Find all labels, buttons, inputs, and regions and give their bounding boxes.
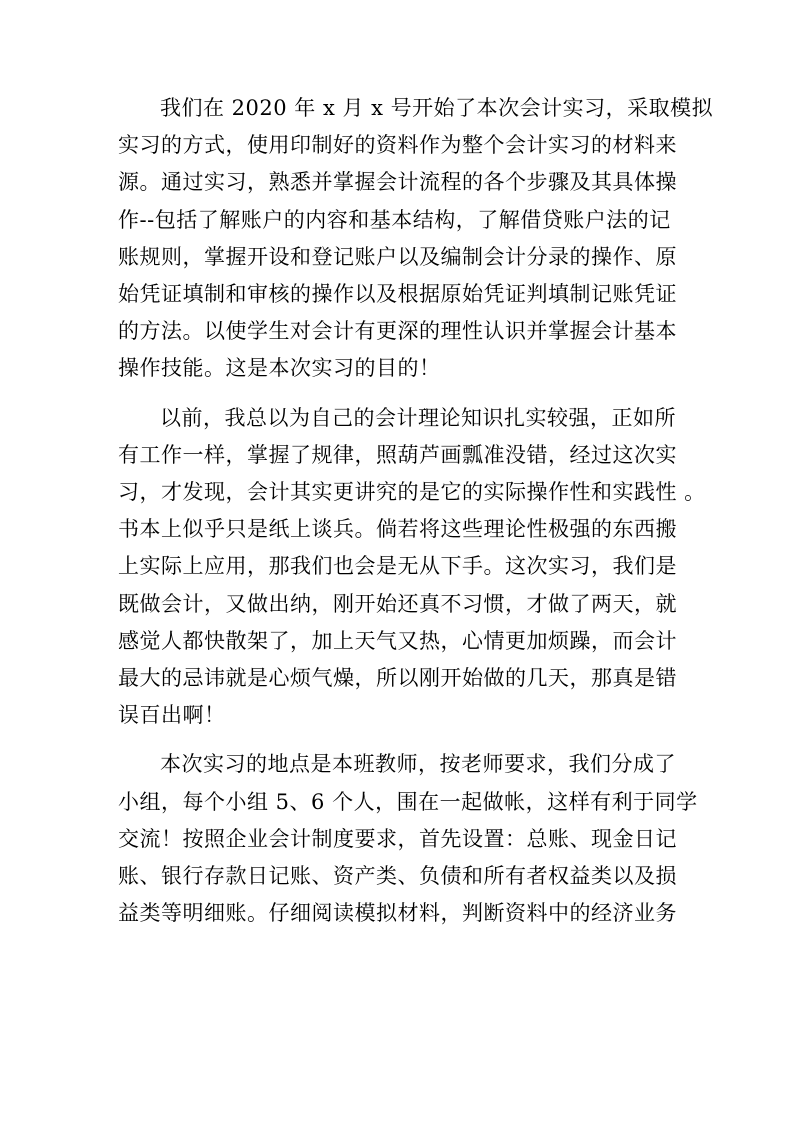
text-line: 实习的方式，使用印制好的资料作为整个会计实习的材料来: [118, 133, 677, 158]
text-line: 误百出啊！: [118, 703, 226, 728]
text-line: 以前，我总以为自己的会计理论知识扎实较强，正如所: [160, 405, 676, 430]
text-line: 本次实习的地点是本班教师，按老师要求，我们分成了: [160, 752, 676, 777]
paragraph-1: [118, 90, 714, 388]
text-line: 感觉人都快散架了，加上天气又热，心情更加烦躁，而会计: [118, 628, 677, 653]
text-line: 小组，每个小组 5、6 个人，围在一起做帐，这样有利于同学: [118, 789, 698, 814]
document-body: [118, 90, 714, 944]
text-line: 交流！按照企业会计制度要求，首先设置：总账、现金日记: [118, 826, 677, 851]
text-line: 账、银行存款日记账、资产类、负债和所有者权益类以及损: [118, 864, 677, 889]
text-line: 我们在 2020 年 x 月 x 号开始了本次会计实习，采取模拟: [160, 96, 714, 120]
text-line: 最大的忌讳就是心烦气燥，所以刚开始做的几天，那真是错: [118, 666, 677, 691]
text-line: 始凭证填制和审核的操作以及根据原始凭证判填制记账凭证: [118, 282, 677, 307]
text-line: 益类等明细账。仔细阅读模拟材料，判断资料中的经济业务: [118, 901, 677, 926]
text-line: 的方法。以使学生对会计有更深的理性认识并掌握会计基本: [118, 319, 677, 344]
text-line: 上实际上应用，那我们也会是无从下手。这次实习，我们是: [118, 554, 677, 579]
text-line: 作--包括了解账户的内容和基本结构，了解借贷账户法的记: [118, 207, 671, 232]
text-line: 操作技能。这是本次实习的目的！: [118, 356, 441, 381]
text-line: 有工作一样，掌握了规律，照葫芦画瓢准没错，经过这次实: [118, 442, 677, 467]
paragraph-3: [118, 746, 698, 932]
text-line: 源。通过实习，熟悉并掌握会计流程的各个步骤及其具体操: [118, 170, 677, 195]
text-line: 既做会计，又做出纳，刚开始还真不习惯，才做了两天，就: [118, 591, 677, 616]
paragraph-2: [118, 400, 706, 735]
text-line: 书本上似乎只是纸上谈兵。倘若将这些理论性极强的东西搬: [118, 517, 677, 542]
text-line: 账规则，掌握开设和登记账户以及编制会计分录的操作、原: [118, 244, 677, 269]
text-line: 习，才发现，会计其实更讲究的是它的实际操作性和实践性 。: [118, 480, 706, 505]
